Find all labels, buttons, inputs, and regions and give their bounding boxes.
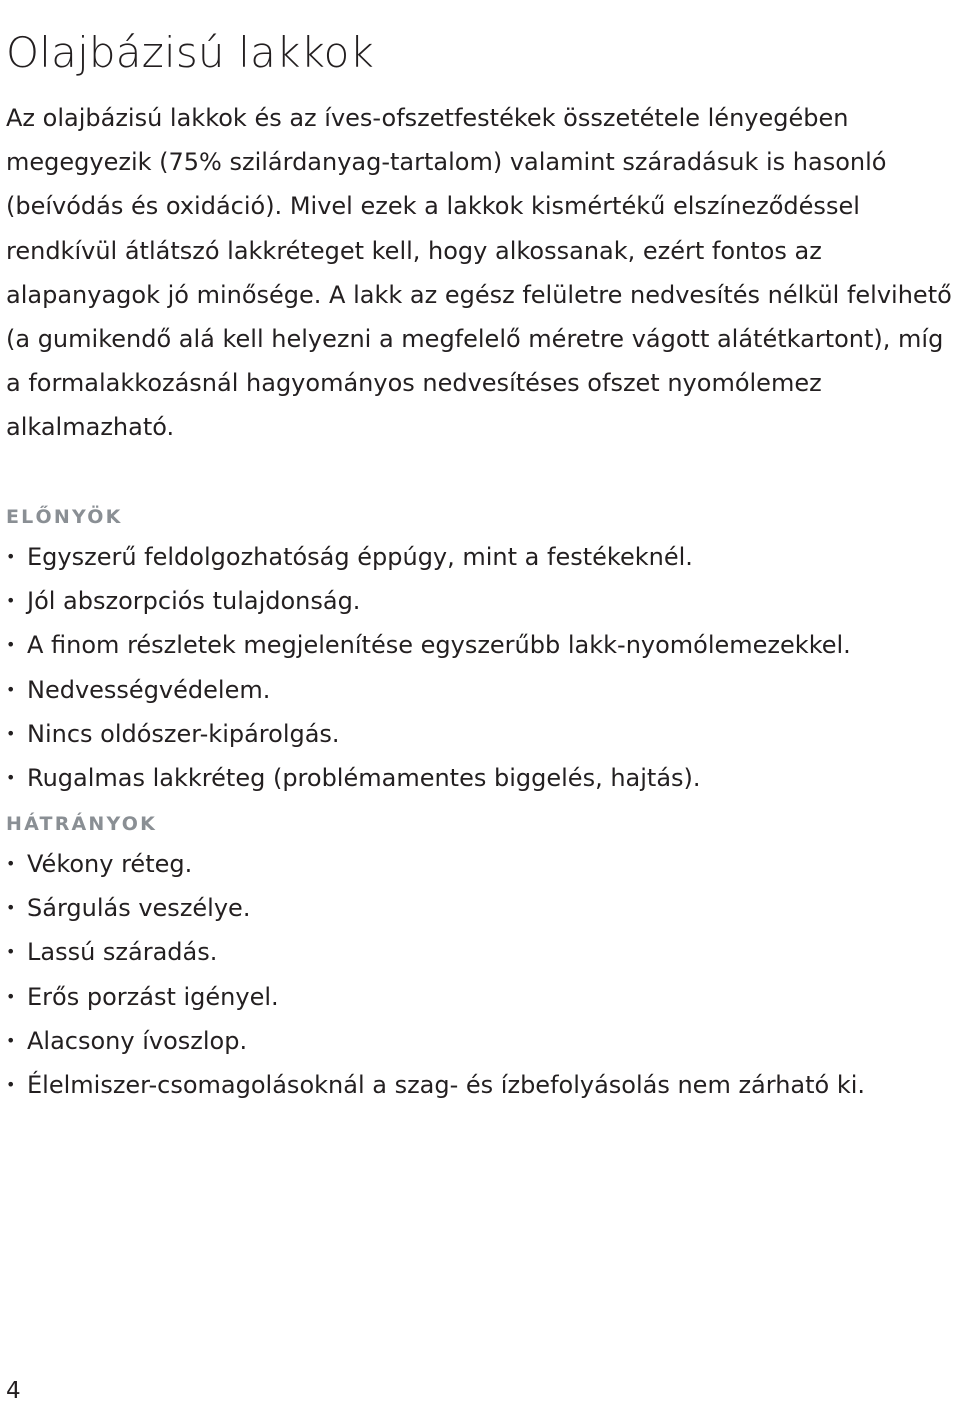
page-title: Olajbázisú lakkok [6,28,375,78]
list-item-text: Alacsony ívoszlop. [27,1026,248,1055]
intro-paragraph: Az olajbázisú lakkok és az íves-ofszetfestékek összetétele lényegében megegyezik (75% szilárdanyag-tartalom) valamint száradásuk is hasonló (beívódás és oxidáció). Mivel ezek a lakkok kismértékű elszíneződéssel rendkívül átlátszó lakkréteget kell, hogy alkossanak, ezért fontos az alapanyagok jó minősége. A lakk az egész felületre nedvesítés nélkül felvihető (a gumikendő alá kell helyezni a megfelelő méretre vágott alátétkartont), míg a formalakkozásnál hagyományos nedvesítéses ofszet nyomólemez alkalmazható. [6,104,952,442]
advantages-heading: ELŐNYÖK [6,506,123,528]
list-item-text: Lassú száradás. [27,938,218,967]
list-item-text: Rugalmas lakkréteg (problémamentes biggelés, hajtás). [27,763,701,792]
bullet-icon: • [6,854,16,873]
list-item-text: Jól abszorpciós tulajdonság. [27,587,361,616]
list-item [6,886,956,930]
list-item [6,579,956,623]
list-item-text: Vékony réteg. [27,850,193,878]
list-item [6,668,956,712]
list-item-text: Nedvességvédelem. [27,675,271,704]
list-item-text: Egyszerű feldolgozhatóság éppúgy, mint a festékeknél. [27,543,693,571]
list-item [6,842,956,886]
bullet-icon: • [6,723,16,743]
list-item-text: Sárgulás veszélye. [27,894,251,923]
disadvantages-heading: HÁTRÁNYOK [6,813,158,835]
bullet-icon: • [6,1030,16,1050]
list-item [6,1019,956,1063]
bullet-icon: • [6,635,16,655]
list-item [6,535,956,579]
list-item-text: Élelmiszer-csomagolásoknál a szag- és ízbefolyásolás nem zárható ki. [27,1070,866,1099]
bullet-icon: • [6,942,16,962]
list-item-text: Erős porzást igényel. [27,982,279,1011]
list-item [6,930,956,974]
bullet-icon: • [6,679,16,699]
list-item [6,623,956,667]
disadvantages-list [6,842,956,1107]
advantages-list [6,535,956,800]
list-item-text: A finom részletek megjelenítése egyszerűbb lakk-nyomólemezekkel. [27,631,851,660]
bullet-icon: • [6,591,16,611]
list-item [6,712,956,756]
list-item-text: Nincs oldószer-kipárolgás. [27,719,340,748]
list-item [6,1063,956,1107]
list-item [6,975,956,1019]
list-item [6,756,956,800]
bullet-icon: • [6,986,16,1006]
bullet-icon: • [6,898,16,918]
bullet-icon: • [6,1074,16,1094]
bullet-icon: • [6,547,16,566]
page-number: 4 [6,1378,21,1404]
bullet-icon: • [6,767,16,787]
